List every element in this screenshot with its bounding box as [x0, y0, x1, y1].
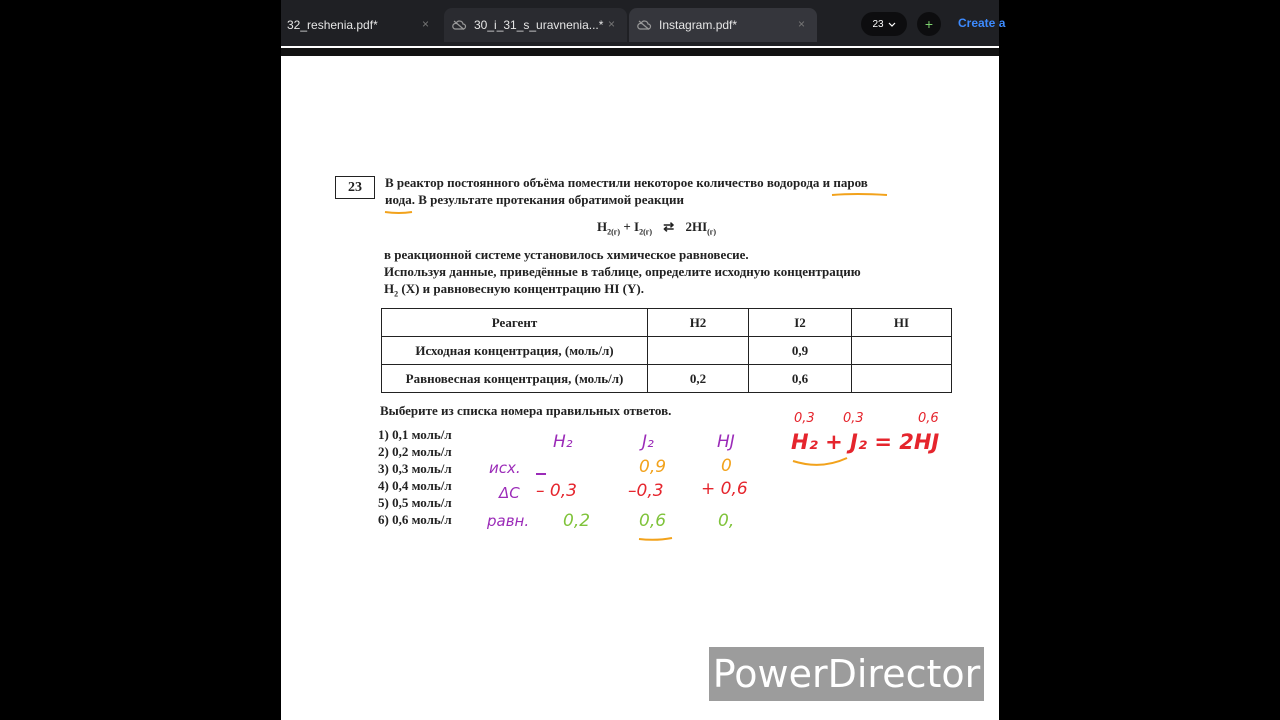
- hw-reaction: H₂ + J₂ = 2HJ: [791, 430, 940, 454]
- close-icon[interactable]: ×: [797, 17, 805, 31]
- underline-hw-reaction: [793, 458, 847, 465]
- hw-top-hi: 0,6: [918, 411, 939, 426]
- answer-option-6: 6) 0,6 моль/л: [378, 512, 452, 527]
- task-text-line-2: иода. В результате протекания обратимой реакции: [385, 192, 684, 207]
- table-cell: 0,2: [648, 365, 749, 393]
- handwriting-strokes: [281, 0, 999, 720]
- hw-delta-i2: –0,3: [628, 481, 664, 501]
- hw-top-i2: 0,3: [843, 411, 864, 426]
- answer-option-3: 3) 0,3 моль/л: [378, 461, 452, 476]
- table-cell: Равновесная концентрация, (моль/л): [382, 365, 648, 393]
- task-text-line-4: Используя данные, приведённые в таблице, определите исходную концентрацию: [384, 264, 861, 279]
- underline-i2-equilibrium: [639, 538, 672, 540]
- hw-eq-hi: 0,: [718, 511, 735, 531]
- reaction-equation: $H_{2(г)} + I_{2(г)}$ ⇄ $2HI_{(г)}$: [597, 219, 717, 237]
- page-number: 23: [872, 18, 884, 30]
- hw-col-h2: H₂: [553, 432, 573, 452]
- hw-eq-h2: 0,2: [563, 511, 591, 531]
- tab-label: 32_reshenia.pdf*: [287, 18, 378, 32]
- table-cell: 0,9: [749, 337, 852, 365]
- hw-row-equilibrium: равн.: [487, 512, 530, 530]
- hw-delta-hi: + 0,6: [701, 479, 748, 499]
- underline-iodine: [385, 212, 412, 213]
- powerdirector-watermark: PowerDirector: [709, 647, 984, 701]
- document-content: [281, 0, 999, 720]
- hw-initial-i2: 0,9: [639, 457, 667, 477]
- tab-label: Instagram.pdf*: [659, 18, 738, 32]
- create-button[interactable]: Create a: [958, 16, 1006, 30]
- task-text-line-3: в реакционной системе установилось химическое равновесие.: [384, 247, 749, 262]
- hw-delta-h2: – 0,3: [536, 481, 577, 501]
- answer-option-2: 2) 0,2 моль/л: [378, 444, 452, 459]
- table-cell: Исходная концентрация, (моль/л): [382, 337, 648, 365]
- tab-label: 30_i_31_s_uravnenia...*: [474, 18, 604, 32]
- hw-row-initial: исх.: [489, 459, 521, 477]
- header-h2: H2: [648, 309, 749, 337]
- table-cell: 0,6: [749, 365, 852, 393]
- hw-col-hi: HJ: [717, 432, 735, 452]
- hw-col-i2: J₂: [642, 432, 654, 452]
- hw-initial-hi: 0: [721, 456, 732, 476]
- task-text-line-1: В реактор постоянного объёма поместили некоторое количество водорода и паров: [385, 175, 868, 190]
- underline-hydrogen: [832, 194, 887, 195]
- header-i2: I2: [749, 309, 852, 337]
- close-icon[interactable]: ×: [421, 17, 429, 31]
- header-hi: HI: [852, 309, 952, 337]
- header-reagent: Реагент: [382, 309, 648, 337]
- close-icon[interactable]: ×: [607, 17, 615, 31]
- hw-top-h2: 0,3: [794, 411, 815, 426]
- answer-option-1: 1) 0,1 моль/л: [378, 427, 452, 442]
- hw-eq-i2: 0,6: [639, 511, 667, 531]
- task-number: 23: [335, 176, 375, 199]
- answer-option-4: 4) 0,4 моль/л: [378, 478, 452, 493]
- add-button[interactable]: +: [917, 12, 941, 36]
- hw-row-delta: ΔC: [499, 484, 520, 502]
- answer-option-5: 5) 0,5 моль/л: [378, 495, 452, 510]
- task-text-line-5: $H_2$ (X) и равновесную концентрацию HI (Y).: [384, 281, 644, 299]
- answer-prompt: Выберите из списка номера правильных ответов.: [380, 403, 672, 418]
